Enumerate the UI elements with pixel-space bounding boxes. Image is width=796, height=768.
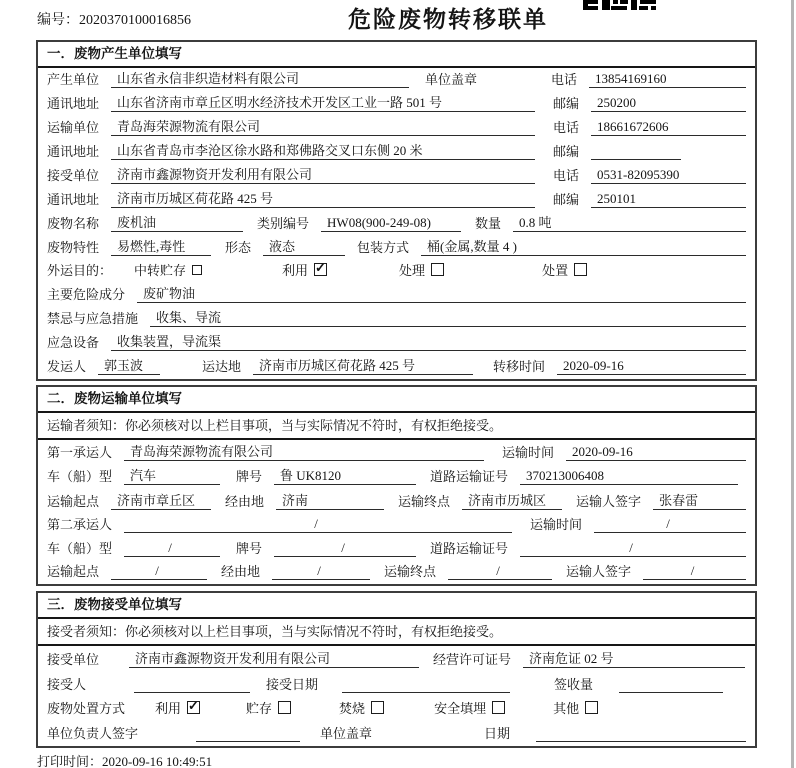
checkbox-icon xyxy=(585,701,598,714)
row-producer xyxy=(38,68,755,92)
transporter-address-value: 山东省青岛市李沧区徐水路和郑佛路交叉口东侧 20 米 xyxy=(111,140,535,160)
second-carrier-label: 第二承运人 xyxy=(47,517,113,532)
transporter-label: 运输单位 xyxy=(47,120,100,135)
accept-unit-value: 济南市鑫源物资开发利用有限公司 xyxy=(129,648,419,668)
checkbox-checked-icon xyxy=(187,701,200,714)
producer-label: 产生单位 xyxy=(47,72,100,87)
receiver-tel-value: 0531-82095390 xyxy=(591,167,746,184)
transport-time-label: 运输时间 xyxy=(502,444,555,460)
transfer-purpose-label: 外运目的： xyxy=(47,263,113,278)
transporter-notice-text: 你必须核对以上栏目事项，当与实际情况不符时，有权拒绝接受。 xyxy=(125,418,503,433)
receiver-tel-label: 电话 xyxy=(553,168,580,183)
vehicle-type-2-label: 车（船）型 xyxy=(47,540,113,556)
sign-date-value xyxy=(536,741,746,742)
emergency-equipment-label: 应急设备 xyxy=(47,335,100,350)
route-end-2-label: 运输终点 xyxy=(384,564,437,579)
waste-name-label: 废物名称 xyxy=(47,216,100,231)
transport-time-value: 2020-09-16 xyxy=(566,444,746,461)
purpose-option-treat-label: 处理 xyxy=(399,263,426,278)
producer-address-label: 通讯地址 xyxy=(47,96,100,111)
page-title: 危险废物转移联单 xyxy=(348,7,548,32)
transporter-address-label: 通讯地址 xyxy=(47,144,100,159)
route-via-2-label: 经由地 xyxy=(221,564,261,579)
checkbox-checked-icon xyxy=(314,263,327,276)
qr-code-icon xyxy=(583,0,656,10)
route-via-label: 经由地 xyxy=(225,493,265,509)
document-number-value: 2020370100016856 xyxy=(79,13,191,28)
route-start-value: 济南市章丘区 xyxy=(111,490,211,510)
plate-2-label: 牌号 xyxy=(236,540,263,556)
print-time xyxy=(37,751,212,768)
transporter-tel-value: 18661672606 xyxy=(591,119,746,136)
signed-qty-value xyxy=(619,692,723,693)
row-producer-address xyxy=(38,92,755,116)
disposal-option-other xyxy=(553,698,598,717)
transfer-time-label: 转移时间 xyxy=(493,359,546,374)
row-waste-traits xyxy=(38,236,755,260)
shipper-value: 郭玉波 xyxy=(98,355,160,375)
disposal-option-store-label: 贮存 xyxy=(246,701,273,717)
accept-date-label: 接受日期 xyxy=(266,676,319,692)
plate-label: 牌号 xyxy=(236,469,263,484)
row-transporter-notice xyxy=(38,413,755,440)
transporter-zip-label: 邮编 xyxy=(553,144,580,159)
purpose-option-storage-label: 中转贮存 xyxy=(134,263,187,278)
first-carrier-label: 第一承运人 xyxy=(47,444,113,460)
vehicle-type-label: 车（船）型 xyxy=(47,469,113,484)
sign-date-label: 日期 xyxy=(484,726,511,741)
row-hazard-component xyxy=(38,283,755,307)
waste-pack-value: 桶(金属,数量 4 ) xyxy=(421,236,746,256)
waste-form-label: 形态 xyxy=(225,240,252,255)
transfer-time-value: 2020-09-16 xyxy=(557,358,746,375)
row-transfer-purpose xyxy=(38,260,755,283)
carrier-sign-value: 张春雷 xyxy=(653,490,746,510)
receiver-address-label: 通讯地址 xyxy=(47,192,100,207)
route-start-2-value: / xyxy=(111,563,207,580)
row-receiver xyxy=(38,164,755,188)
waste-qty-label: 数量 xyxy=(475,216,502,231)
disposal-option-burn-label: 焚烧 xyxy=(339,701,366,717)
row-first-carrier xyxy=(38,440,755,465)
row-vehicle-2 xyxy=(38,537,755,561)
signed-qty-label: 签收量 xyxy=(554,676,594,692)
waste-qty-value: 0.8 吨 xyxy=(513,212,746,232)
acceptor-label: 接受人 xyxy=(47,676,87,692)
first-carrier-value: 青岛海荣源物流有限公司 xyxy=(124,441,484,461)
purpose-option-use xyxy=(282,260,327,279)
disposal-option-landfill xyxy=(434,698,505,717)
road-permit-2-label: 道路运输证号 xyxy=(430,540,509,556)
row-transporter-address xyxy=(38,140,755,164)
receiver-notice-label: 接受者须知： xyxy=(47,624,126,639)
waste-pack-label: 包装方式 xyxy=(357,240,410,255)
carrier-sign-2-value: / xyxy=(643,563,746,580)
row-route-2 xyxy=(38,561,755,585)
row-emergency-equipment xyxy=(38,331,755,355)
receiver-label: 接受单位 xyxy=(47,168,100,183)
producer-tel-label: 电话 xyxy=(551,72,578,87)
row-receiver-notice xyxy=(38,619,755,646)
row-accept-unit xyxy=(38,646,755,672)
road-permit-value: 370213006408 xyxy=(520,468,738,485)
license-value: 济南危证 02 号 xyxy=(523,648,745,668)
plate-value: 鲁 UK8120 xyxy=(274,465,416,485)
license-label: 经营许可证号 xyxy=(433,651,512,667)
row-emergency-measures xyxy=(38,307,755,331)
section-transporter xyxy=(36,385,757,586)
receiver-value: 济南市鑫源物资开发利用有限公司 xyxy=(111,164,535,184)
disposal-option-other-label: 其他 xyxy=(553,701,580,717)
row-transporter xyxy=(38,116,755,140)
producer-value: 山东省永信非织造材料有限公司 xyxy=(111,68,409,88)
purpose-option-dispose xyxy=(542,260,587,279)
disposal-option-use-label: 利用 xyxy=(155,701,182,717)
receiver-notice-text: 你必须核对以上栏目事项，当与实际情况不符时，有权拒绝接受。 xyxy=(125,624,503,639)
producer-zip-value: 250200 xyxy=(591,95,746,112)
disposal-option-use xyxy=(155,698,200,717)
route-via-value: 济南 xyxy=(276,490,384,510)
transporter-value: 青岛海荣源物流有限公司 xyxy=(111,116,535,136)
purpose-option-treat xyxy=(399,260,444,279)
route-start-label: 运输起点 xyxy=(47,493,100,509)
purpose-option-dispose-label: 处置 xyxy=(542,263,569,278)
responsible-sign-value xyxy=(196,741,300,742)
checkbox-icon xyxy=(278,701,291,714)
route-start-2-label: 运输起点 xyxy=(47,564,100,579)
transporter-notice-label: 运输者须知： xyxy=(47,418,126,433)
route-end-value: 济南市历城区 xyxy=(462,490,562,510)
waste-form-value: 液态 xyxy=(263,236,345,256)
disposal-option-store xyxy=(246,698,291,717)
section-receiver-title: 三．废物接受单位填写 xyxy=(38,593,755,619)
row-shipper xyxy=(38,355,755,379)
vehicle-type-2-value: / xyxy=(124,540,220,557)
producer-tel-value: 13854169160 xyxy=(589,71,746,88)
second-carrier-value: / xyxy=(124,516,512,533)
transporter-zip-value xyxy=(591,159,681,160)
section-receiver xyxy=(36,591,757,748)
carrier-sign-label: 运输人签字 xyxy=(576,493,642,509)
checkbox-icon xyxy=(492,701,505,714)
row-receiver-address xyxy=(38,188,755,212)
row-route-1 xyxy=(38,489,755,514)
shipper-label: 发运人 xyxy=(47,359,87,374)
responsible-sign-label: 单位负责人签字 xyxy=(47,726,139,741)
destination-label: 运达地 xyxy=(202,359,242,374)
print-time-label: 打印时间： xyxy=(37,754,103,768)
checkbox-icon xyxy=(574,263,587,276)
road-permit-2-value: / xyxy=(520,540,746,557)
emergency-measures-value: 收集、导流 xyxy=(150,307,746,327)
purpose-option-storage xyxy=(134,260,202,279)
route-end-2-value: / xyxy=(448,563,552,580)
waste-traits-label: 废物特性 xyxy=(47,240,100,255)
checkbox-icon xyxy=(192,265,202,275)
transport-time-2-value: / xyxy=(594,516,746,533)
receiver-zip-label: 邮编 xyxy=(553,192,580,207)
producer-seal-label: 单位盖章 xyxy=(425,72,478,87)
row-vehicle-1 xyxy=(38,465,755,490)
accept-date-value xyxy=(342,692,510,693)
acceptor-value xyxy=(134,692,250,693)
row-waste-name xyxy=(38,212,755,236)
route-end-label: 运输终点 xyxy=(398,493,451,509)
row-acceptor xyxy=(38,672,755,697)
print-time-value: 2020-09-16 10:49:51 xyxy=(102,754,213,768)
carrier-sign-2-label: 运输人签字 xyxy=(566,564,632,579)
road-permit-label: 道路运输证号 xyxy=(430,469,509,484)
transport-time-2-label: 运输时间 xyxy=(530,517,583,532)
row-second-carrier xyxy=(38,514,755,538)
waste-name-value: 废机油 xyxy=(111,212,243,232)
accept-unit-label: 接受单位 xyxy=(47,651,100,667)
vehicle-type-value: 汽车 xyxy=(124,465,220,485)
checkbox-icon xyxy=(431,263,444,276)
waste-code-label: 类别编号 xyxy=(257,216,310,231)
checkbox-icon xyxy=(371,701,384,714)
document-number-label: 编号： xyxy=(37,13,79,28)
hazard-component-value: 废矿物油 xyxy=(137,283,746,303)
section-producer-title: 一．废物产生单位填写 xyxy=(38,42,755,68)
unit-seal-label: 单位盖章 xyxy=(320,726,373,741)
producer-address-value: 山东省济南市章丘区明水经济技术开发区工业一路 501 号 xyxy=(111,92,535,112)
section-producer xyxy=(36,40,757,381)
plate-2-value: / xyxy=(274,540,416,557)
row-responsible-sign xyxy=(38,721,755,746)
disposal-method-label: 废物处置方式 xyxy=(47,701,126,717)
section-transporter-title: 二．废物运输单位填写 xyxy=(38,387,755,413)
route-via-2-value: / xyxy=(272,563,370,580)
producer-zip-label: 邮编 xyxy=(553,96,580,111)
receiver-address-value: 济南市历城区荷花路 425 号 xyxy=(111,188,535,208)
emergency-equipment-value: 收集装置，导流渠 xyxy=(111,331,746,351)
page-edge-divider xyxy=(791,0,794,768)
emergency-measures-label: 禁忌与应急措施 xyxy=(47,311,139,326)
disposal-option-landfill-label: 安全填埋 xyxy=(434,701,487,717)
receiver-zip-value: 250101 xyxy=(591,191,746,208)
row-disposal-method xyxy=(38,697,755,722)
waste-code-value: HW08(900-249-08) xyxy=(321,215,461,232)
purpose-option-use-label: 利用 xyxy=(282,263,309,278)
transporter-tel-label: 电话 xyxy=(553,120,580,135)
disposal-option-burn xyxy=(339,698,384,717)
hazard-component-label: 主要危险成分 xyxy=(47,287,126,302)
destination-value: 济南市历城区荷花路 425 号 xyxy=(253,355,473,375)
waste-traits-value: 易燃性,毒性 xyxy=(111,236,211,256)
